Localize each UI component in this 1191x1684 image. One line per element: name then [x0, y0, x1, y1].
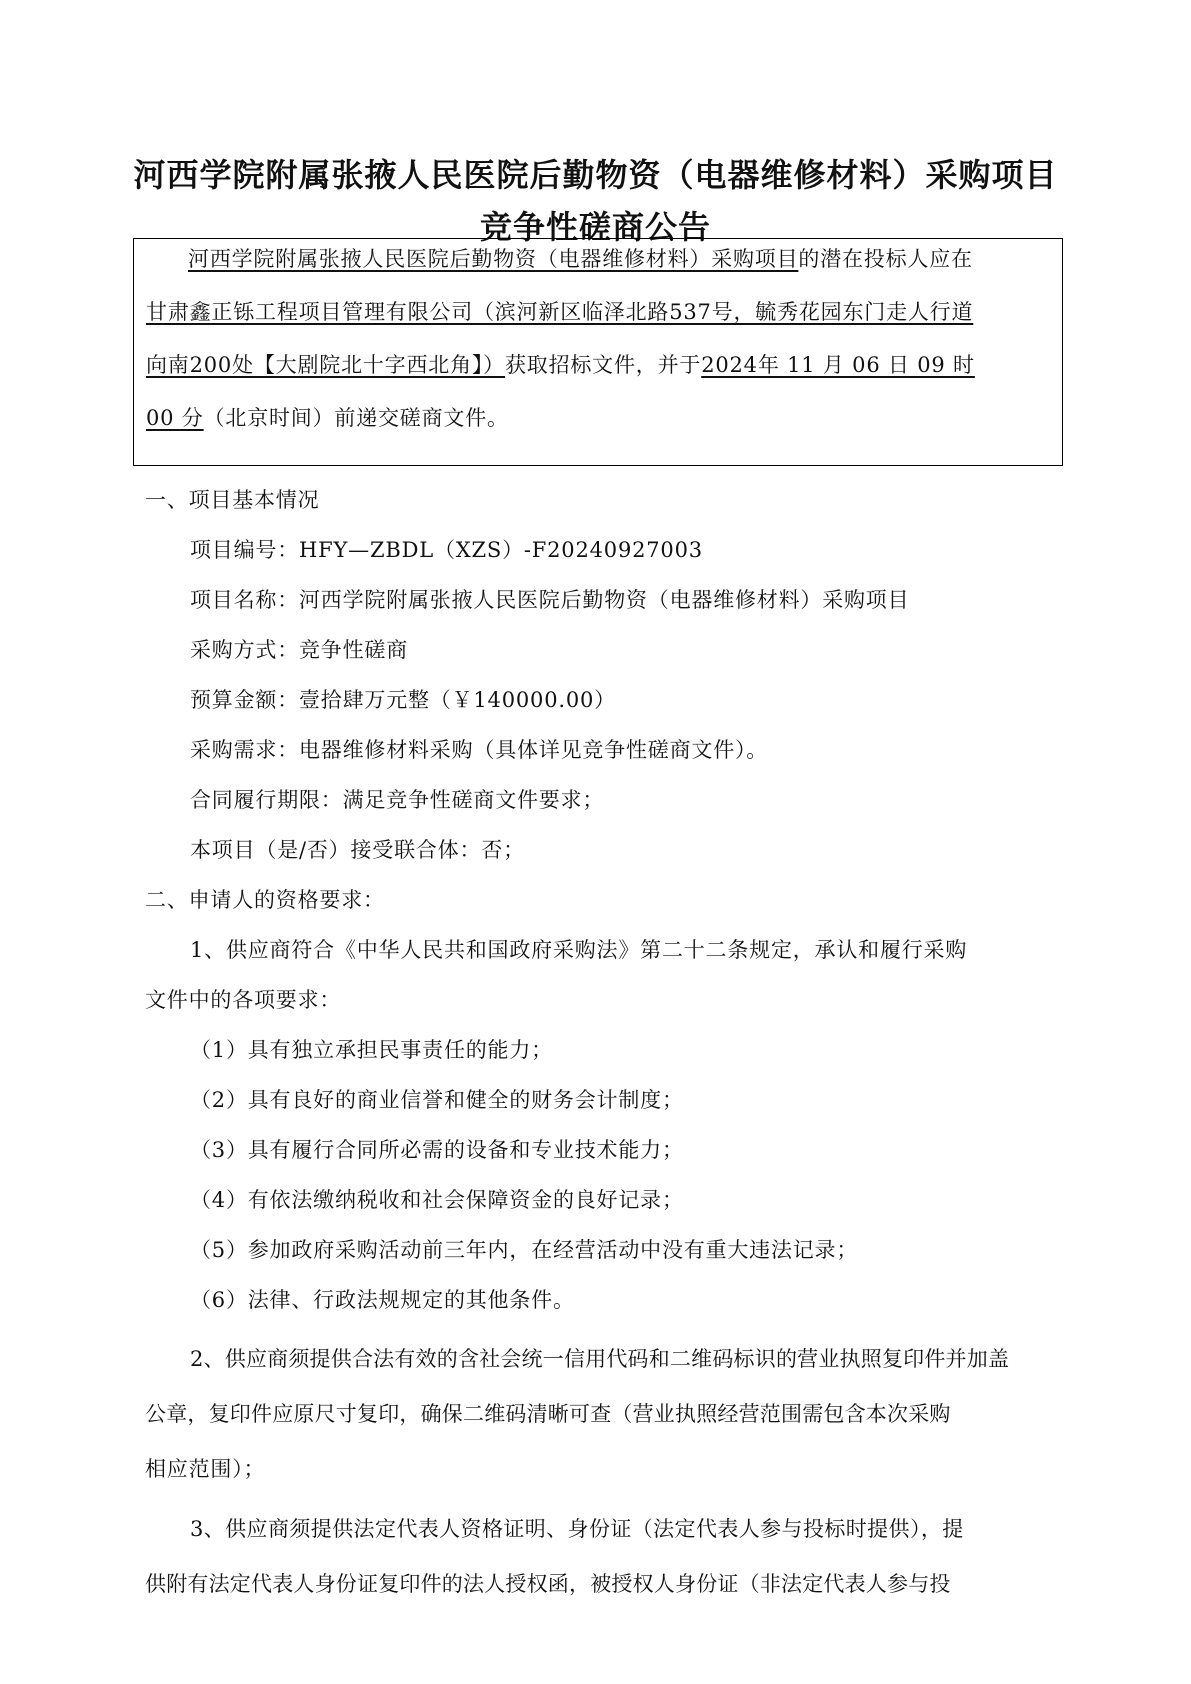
sub-item-2: （2）具有良好的商业信誉和健全的财务会计制度； [190, 1088, 684, 1112]
document-title: 河西学院附属张掖人民医院后勤物资（电器维修材料）采购项目 [133, 156, 1058, 194]
notice-box [133, 238, 1063, 466]
notice-line-1 [146, 245, 1052, 273]
requirement-1-line-2: 文件中的各项要求： [145, 988, 342, 1012]
notice-line-1-rest: 的潜在投标人应在 [798, 247, 973, 271]
notice-agency: 甘肃鑫正铄工程项目管理有限公司（滨河新区临泽北路537号，毓秀花园东门走人行道 [146, 300, 974, 324]
requirement-3-line-1: 3、供应商须提供法定代表人资格证明、身份证（法定代表人参与投标时提供），提 [190, 1517, 964, 1541]
section-2-heading: 二、申请人的资格要求： [145, 888, 385, 912]
sub-item-1: （1）具有独立承担民事责任的能力； [190, 1038, 553, 1062]
notice-line-4-rest: （北京时间）前递交磋商文件。 [203, 406, 509, 430]
notice-deadline-date: 2024年 11 月 06 日 09 时 [701, 353, 975, 377]
sub-item-5: （5）参加政府采购活动前三年内，在经营活动中没有重大违法记录； [190, 1238, 859, 1262]
requirement-2-line-3: 相应范围）； [145, 1457, 266, 1481]
notice-project-name: 河西学院附属张掖人民医院后勤物资（电器维修材料）采购项目 [188, 247, 799, 271]
budget-amount: 预算金额：壹拾肆万元整（￥140000.00） [190, 688, 616, 712]
notice-line-3 [146, 351, 1052, 379]
requirement-3-line-2: 供附有法定代表人身份证复印件的法人授权函，被授权人身份证（非法定代表人参与投 [145, 1572, 951, 1596]
section-1-heading: 一、项目基本情况 [145, 488, 320, 512]
project-number: 项目编号：HFY—ZBDL（XZS）-F20240927003 [190, 538, 703, 562]
requirement-1-line-1: 1、供应商符合《中华人民共和国政府采购法》第二十二条规定，承认和履行采购 [190, 938, 968, 962]
notice-deadline-time: 00 分 [146, 406, 204, 430]
document-subtitle: 竞争性磋商公告 [479, 208, 711, 246]
notice-line-4 [146, 404, 1052, 432]
procurement-requirement: 采购需求：电器维修材料采购（具体详见竞争性磋商文件）。 [190, 738, 769, 762]
sub-item-3: （3）具有履行合同所必需的设备和专业技术能力； [190, 1138, 684, 1162]
procurement-method: 采购方式：竞争性磋商 [190, 638, 408, 662]
sub-item-6: （6）法律、行政法规规定的其他条件。 [190, 1288, 575, 1312]
notice-line-3-mid: 获取招标文件，并于 [504, 353, 702, 377]
requirement-2-line-2: 公章，复印件应原尺寸复印，确保二维码清晰可查（营业执照经营范围需包含本次采购 [145, 1402, 951, 1426]
requirement-2-line-1: 2、供应商须提供合法有效的含社会统一信用代码和二维码标识的营业执照复印件并加盖 [190, 1347, 1010, 1371]
notice-address: 向南200处【大剧院北十字西北角】） [146, 353, 505, 377]
consortium-accepted: 本项目（是/否）接受联合体：否； [190, 838, 525, 862]
contract-period: 合同履行期限：满足竞争性磋商文件要求； [190, 788, 605, 812]
sub-item-4: （4）有依法缴纳税收和社会保障资金的良好记录； [190, 1188, 684, 1212]
project-name: 项目名称：河西学院附属张掖人民医院后勤物资（电器维修材料）采购项目 [190, 588, 910, 612]
